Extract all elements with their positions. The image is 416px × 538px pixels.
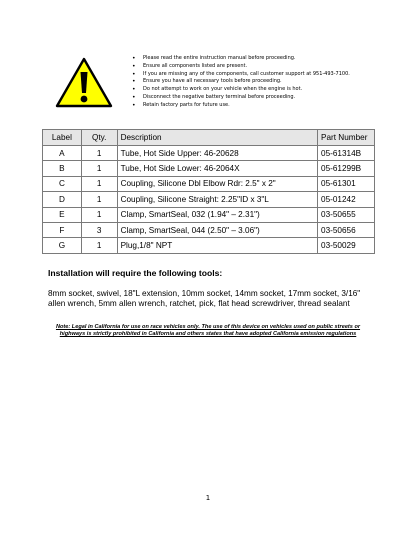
cell-qty: 1 [81, 146, 117, 161]
cell-part-number: 03-50656 [318, 222, 375, 237]
cell-part-number: 03-50655 [318, 207, 375, 222]
cell-qty: 1 [81, 238, 117, 253]
table-row [43, 238, 375, 253]
table-header-row [43, 130, 375, 146]
table-row [43, 192, 375, 207]
cell-qty: 1 [81, 176, 117, 191]
cell-description: Tube, Hot Side Upper: 46-20628 [117, 146, 317, 161]
cell-label: D [43, 192, 82, 207]
cell-description: Plug,1/8" NPT [117, 238, 317, 253]
header-part-number: Part Number [318, 130, 375, 146]
cell-label: G [43, 238, 82, 253]
cell-description: Coupling, Silicone Dbl Elbow Rdr: 2.5" x 2" [117, 176, 317, 191]
cell-part-number: 05-61299B [318, 161, 375, 176]
table-row [43, 222, 375, 237]
cell-part-number: 05-61301 [318, 176, 375, 191]
table-row [43, 176, 375, 191]
cell-description: Clamp, SmartSeal, 044 (2.50" – 3.06") [117, 222, 317, 237]
legal-note: Note: Legal in California for use on race vehicles only. The use of this device on vehicles used on public streets or highways is strictly prohibited in California and others states that have adopted California emission regulations [55, 324, 361, 337]
cell-qty: 1 [81, 192, 117, 207]
exclamation-dot [81, 96, 88, 103]
table-row [43, 207, 375, 222]
precaution-item: • Disconnect the negative battery terminal before proceeding. [132, 94, 402, 102]
cell-label: F [43, 222, 82, 237]
cell-qty: 1 [81, 161, 117, 176]
cell-description: Tube, Hot Side Lower: 46-2064X [117, 161, 317, 176]
cell-description: Clamp, SmartSeal, 032 (1.94" – 2.31") [117, 207, 317, 222]
cell-label: B [43, 161, 82, 176]
precaution-item: • Please read the entire instruction manual before proceeding. [132, 55, 402, 63]
cell-part-number: 03-50029 [318, 238, 375, 253]
table-row [43, 161, 375, 176]
header-label: Label [43, 130, 82, 146]
cell-part-number: 05-01242 [318, 192, 375, 207]
precaution-item: • Do not attempt to work on your vehicle when the engine is hot. [132, 86, 402, 94]
precaution-item: • Ensure all components listed are present. [132, 63, 402, 71]
precaution-list [132, 55, 402, 110]
header-description: Description [117, 130, 317, 146]
cell-qty: 1 [81, 207, 117, 222]
cell-qty: 3 [81, 222, 117, 237]
cell-label: E [43, 207, 82, 222]
header-qty: Qty. [81, 130, 117, 146]
cell-part-number: 05-61314B [318, 146, 375, 161]
cell-label: C [43, 176, 82, 191]
tools-heading: Installation will require the following tools: [48, 268, 223, 278]
tools-list: 8mm socket, swivel, 18"L extension, 10mm socket, 14mm socket, 17mm socket, 3/16" allen wrench, 5mm allen wrench, ratchet, pick, flat head screwdriver, thread sealant [48, 289, 361, 308]
precaution-item: • If you are missing any of the components, call customer support at 951-493-7100. [132, 71, 402, 79]
table-row [43, 146, 375, 161]
cell-label: A [43, 146, 82, 161]
precaution-item: • Retain factory parts for future use. [132, 102, 402, 110]
parts-table [42, 129, 375, 254]
warning-icon [54, 55, 114, 110]
precaution-item: • Ensure you have all necessary tools before proceeding. [132, 78, 402, 86]
page-number: 1 [205, 494, 211, 502]
cell-description: Coupling, Silicone Straight: 2.25"ID x 3"L [117, 192, 317, 207]
